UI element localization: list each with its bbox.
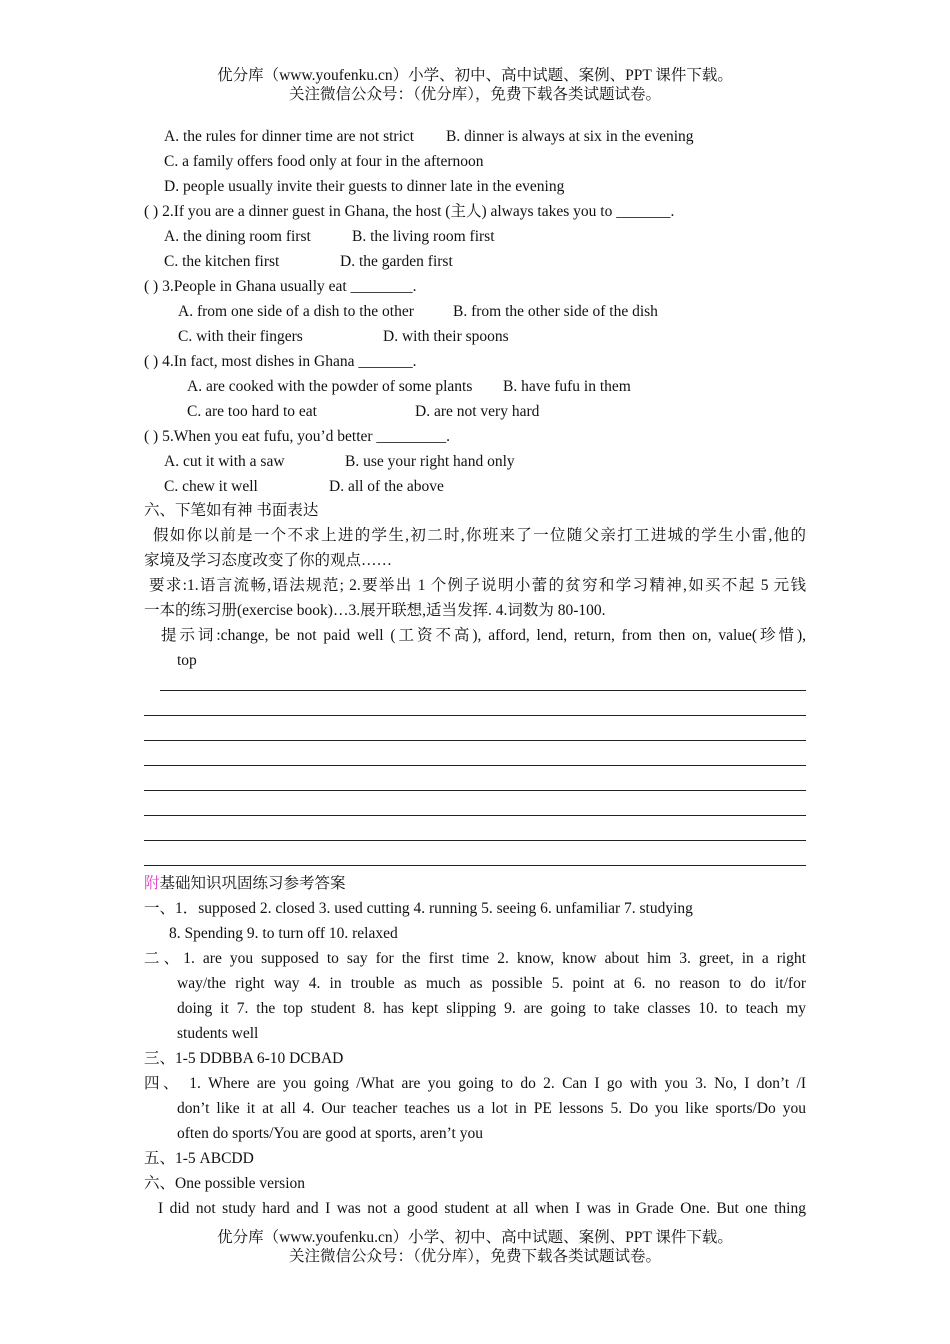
writing-hint-line-1: 提示词:change, be not paid well (工资不高), afford, lend, return, from then on, value(珍惜),: [161, 627, 806, 644]
q2-option-d: D. the garden first: [340, 253, 453, 270]
answer-section-4-line-3: often do sports/You are good at sports, aren’t you: [177, 1125, 483, 1142]
q4-option-d: D. are not very hard: [415, 403, 540, 420]
answer-section-2-line-4: students well: [177, 1025, 259, 1042]
answer-line: [160, 690, 806, 691]
q2-stem: ( ) 2.If you are a dinner guest in Ghana, the host (主人) always takes you to _______.: [144, 203, 675, 220]
answer-section-3: 三、1-5 DDBBA 6-10 DCBAD: [144, 1050, 344, 1067]
q4-option-a: A. are cooked with the powder of some plants: [187, 378, 473, 395]
q5-stem: ( ) 5.When you eat fufu, you’d better _________.: [144, 428, 451, 445]
answer-line: [144, 765, 806, 766]
answer-line: [144, 840, 806, 841]
answer-section-5: 五、1-5 ABCDD: [144, 1150, 254, 1167]
q1-option-a: A. the rules for dinner time are not strict: [164, 128, 415, 145]
writing-requirements-line-1: 要求:1.语言流畅,语法规范; 2.要举出 1 个例子说明小蕾的贫穷和学习精神,如买不起 5 元钱: [149, 577, 806, 594]
answer-section-6-title: 六、One possible version: [144, 1175, 306, 1192]
writing-title: 六、下笔如有神 书面表达: [144, 502, 319, 519]
q3-option-c: C. with their fingers: [178, 328, 303, 345]
writing-prompt-line-1: 假如你以前是一个不求上进的学生,初二时,你班来了一位随父亲打工进城的学生小雷,他的: [153, 527, 806, 544]
answer-line: [144, 790, 806, 791]
answer-key-title: [144, 874, 346, 894]
writing-requirements-line-2: 一本的练习册(exercise book)…3.展开联想,适当发挥. 4.词数为 80-100.: [144, 602, 606, 619]
q5-option-a: A. cut it with a saw: [164, 453, 285, 470]
footer-line-2: 关注微信公众号：（优分库），免费下载各类试题试卷。: [288, 1248, 661, 1265]
answer-section-6-text: I did not study hard and I was not a good student at all when I was in Grade One. But one thing: [158, 1200, 806, 1217]
answer-key-title-text: 基础知识巩固练习参考答案: [159, 875, 346, 892]
q4-option-b: B. have fufu in them: [503, 378, 631, 395]
q5-option-c: C. chew it well: [164, 478, 258, 495]
q2-option-a: A. the dining room first: [164, 228, 311, 245]
q3-option-b: B. from the other side of the dish: [453, 303, 658, 320]
q4-option-c: C. are too hard to eat: [187, 403, 317, 420]
q5-option-d: D. all of the above: [329, 478, 444, 495]
answer-line: [144, 865, 806, 866]
q3-option-d: D. with their spoons: [383, 328, 509, 345]
writing-hint-line-2: top: [177, 652, 197, 669]
answer-line: [144, 715, 806, 716]
writing-prompt-line-2: 家境及学习态度改变了你的观点……: [144, 552, 393, 569]
q5-option-b: B. use your right hand only: [345, 453, 515, 470]
answer-line: [144, 740, 806, 741]
answer-section-2-line-3: doing it 7. the top student 8. has kept slipping 9. are going to take classes 10. to teach my: [177, 1000, 806, 1017]
q2-option-b: B. the living room first: [352, 228, 495, 245]
q2-option-c: C. the kitchen first: [164, 253, 280, 270]
answer-section-2-line-1: 二、1. are you supposed to say for the first time 2. know, know about him 3. greet, in a right: [144, 950, 806, 967]
answer-key-title-mark: 附: [144, 875, 160, 892]
answer-section-4-line-1: 四、 1. Where are you going /What are you going to do 2. Can I go with you 3. No, I don’t /I: [144, 1075, 806, 1092]
answer-section-2-line-2: way/the right way 4. in trouble as much as possible 5. point at 6. no reason to do it/for: [177, 975, 806, 992]
header-line-2: 关注微信公众号：（优分库），免费下载各类试题试卷。: [288, 86, 661, 103]
q3-option-a: A. from one side of a dish to the other: [178, 303, 414, 320]
answer-section-1-line-1: 一、1．supposed 2. closed 3. used cutting 4. running 5. seeing 6. unfamiliar 7. studying: [144, 900, 693, 917]
answer-line: [144, 815, 806, 816]
q1-option-d: D. people usually invite their guests to dinner late in the evening: [164, 178, 565, 195]
answer-section-1-line-2: 8. Spending 9. to turn off 10. relaxed: [169, 925, 398, 942]
q1-option-b: B. dinner is always at six in the evening: [446, 128, 694, 145]
q4-stem: ( ) 4.In fact, most dishes in Ghana _______.: [144, 353, 417, 370]
footer-line-1: 优分库（www.youfenku.cn）小学、初中、高中试题、案例、PPT 课件下载。: [217, 1229, 733, 1246]
q3-stem: ( ) 3.People in Ghana usually eat ________.: [144, 278, 417, 295]
header-line-1: 优分库（www.youfenku.cn）小学、初中、高中试题、案例、PPT 课件下载。: [217, 67, 733, 84]
answer-section-4-line-2: don’t like it at all 4. Our teacher teaches us a lot in PE lessons 5. Do you like sports/Do you: [177, 1100, 806, 1117]
q1-option-c: C. a family offers food only at four in the afternoon: [164, 153, 484, 170]
